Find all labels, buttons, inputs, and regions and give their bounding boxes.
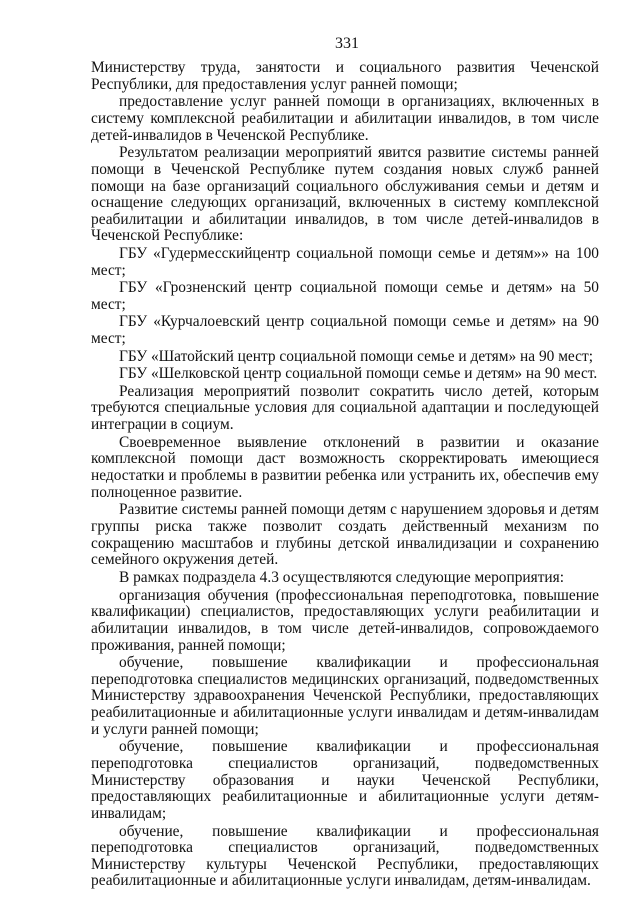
list-item-shelkovskaya: ГБУ «Шелковской центр социальной помощи семье и детям» на 90 мест.	[119, 365, 598, 383]
list-item-gudermes: ГБУ «Гудермесскийцентр социальной помощи семье и детям»» на 100 мест;	[91, 245, 599, 279]
document-page	[91, 34, 599, 891]
paragraph-training-education: обучение, повышение квалификации и профессиональная переподготовка специалистов организаций, подведомственных Министерству образования и науки Чеченской Республики, предоставляющих реабилитационные и абилитационные услуги детям-инвалидам;	[91, 738, 599, 822]
list-item-grozny: ГБУ «Грозненский центр социальной помощи семье и детям» на 50 мест;	[91, 279, 599, 313]
paragraph-timely-detection: Своевременное выявление отклонений в развитии и оказание комплексной помощи даст возможность скорректировать имеющиеся недостатки и проблемы в развитии ребенка или устранить их, обеспечив ему полноценное развитие.	[91, 433, 599, 501]
paragraph-training-health: обучение, повышение квалификации и профессиональная переподготовка специалистов медицинских организаций, подведомственных Министерству здравоохранения Чеченской Республики, предоставляющих реабилитационные и абилитационные услуги инвалидам и детям-инвалидам и услуги ранней помощи;	[91, 654, 599, 738]
paragraph-ministry-continuation: Министерству труда, занятости и социального развития Чеченской Республики, для предоставления услуг ранней помощи;	[91, 59, 599, 93]
paragraph-system-development: Развитие системы ранней помощи детям с нарушением здоровья и детям группы риска также позволит создать действенный механизм по сокращению масштабов и глубины детской инвалидизации и сохранению семейного окружения детей.	[91, 501, 599, 569]
paragraph-subsection-intro: В рамках подраздела 4.3 осуществляются следующие мероприятия:	[119, 568, 565, 586]
paragraph-training-culture: обучение, повышение квалификации и профессиональная переподготовка специалистов организаций, подведомственных Министерству культуры Чеченской Республики, предоставляющих реабилитационные и абилитационные услуги инвалидам, детям-инвалидам.	[91, 822, 599, 890]
document-body	[91, 60, 599, 890]
paragraph-early-help-services: предоставление услуг ранней помощи в организациях, включенных в систему комплексной реабилитации и абилитации инвалидов, в том числе детей-инвалидов в Чеченской Республике.	[91, 93, 599, 144]
list-item-kurchaloy: ГБУ «Курчалоевский центр социальной помощи семье и детям» на 90 мест;	[91, 313, 599, 348]
paragraph-training-organization: организация обучения (профессиональная переподготовка, повышение квалификации) специалистов, предоставляющих услуги реабилитации и абилитации инвалидов, в том числе детей-инвалидов, сопровождаемого проживания, ранней помощи;	[91, 586, 599, 654]
paragraph-implementation: Реализация мероприятий позволит сократить число детей, которым требуются специальные условия для социальной адаптации и последующей интеграции в социум.	[91, 382, 599, 434]
page-number: 331	[335, 35, 359, 52]
paragraph-result: Результатом реализации мероприятий явится развитие системы ранней помощи в Чеченской Республике путем создания новых служб ранней помощи на базе организаций социального обслуживания семьи и детям и оснащение следующих организаций, включенных в систему комплексной реабилитации и абилитации инвалидов, в том числе детей-инвалидов в Чеченской Республике:	[91, 144, 599, 245]
list-item-shatoy: ГБУ «Шатойский центр социальной помощи семье и детям» на 90 мест;	[119, 347, 593, 365]
